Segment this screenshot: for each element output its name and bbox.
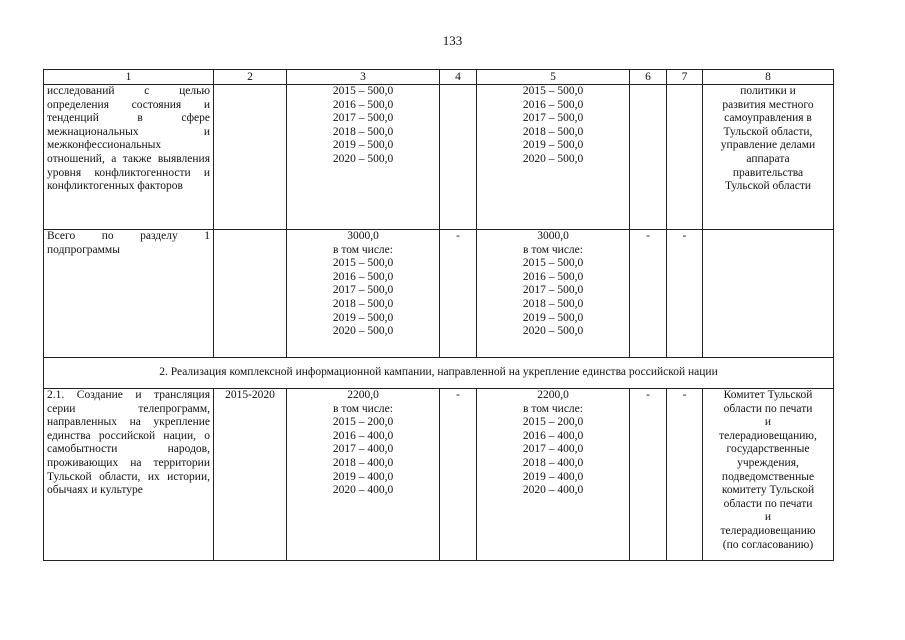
regional-budget-cell bbox=[477, 230, 630, 358]
funding-line: 2020 – 500,0 bbox=[522, 325, 584, 338]
funding-line: 2017 – 500,0 bbox=[522, 112, 584, 125]
executor-line: комитету Тульской bbox=[721, 484, 815, 497]
executor-line: государственные bbox=[726, 443, 810, 456]
period-cell bbox=[214, 230, 287, 358]
column-header: 3 bbox=[287, 70, 440, 85]
table-row bbox=[44, 389, 834, 561]
funding-line: 2018 – 500,0 bbox=[332, 125, 394, 138]
funding-line: 2018 – 400,0 bbox=[522, 456, 584, 469]
funding-line: 2016 – 500,0 bbox=[332, 98, 394, 111]
extra-budget-cell: - bbox=[667, 230, 703, 358]
activity-name-cell: Всего по разделу 1 подпрограммы bbox=[44, 230, 214, 358]
regional-budget-cell bbox=[477, 389, 630, 561]
column-header: 6 bbox=[630, 70, 667, 85]
funding-line: 2016 – 500,0 bbox=[522, 270, 584, 283]
column-header: 8 bbox=[703, 70, 834, 85]
executor-line: и bbox=[764, 511, 772, 524]
funding-line: 2020 – 500,0 bbox=[332, 325, 394, 338]
total-funding-cell bbox=[287, 389, 440, 561]
program-table bbox=[43, 69, 834, 561]
funding-line: 2015 – 500,0 bbox=[332, 85, 394, 97]
funding-line: в том числе: bbox=[523, 402, 583, 415]
funding-line: 2015 – 200,0 bbox=[332, 416, 394, 429]
executor-line: телерадиовещанию, bbox=[719, 429, 817, 442]
executor-line: самоуправления в bbox=[724, 112, 812, 125]
funding-line: 2020 – 400,0 bbox=[522, 484, 584, 497]
funding-line: 2018 – 500,0 bbox=[522, 297, 584, 310]
executor-line: Комитет Тульской bbox=[723, 389, 813, 401]
funding-line: в том числе: bbox=[333, 243, 393, 256]
executor-cell bbox=[703, 230, 834, 358]
table-row bbox=[44, 85, 834, 230]
funding-line: 2016 – 400,0 bbox=[332, 429, 394, 442]
executor-cell bbox=[703, 85, 834, 230]
executor-line: учреждения, bbox=[737, 456, 799, 469]
funding-line: 2019 – 400,0 bbox=[522, 470, 584, 483]
column-header: 5 bbox=[477, 70, 630, 85]
section-2-title: 2. Реализация комплексной информационной кампании, направленной на укрепление единства российской нации bbox=[44, 358, 834, 389]
column-header: 2 bbox=[214, 70, 287, 85]
page-number: 133 bbox=[442, 33, 463, 48]
funding-line: 2019 – 500,0 bbox=[522, 311, 584, 324]
executor-line: области по печати bbox=[723, 497, 813, 510]
activity-name-cell: исследований с целью определения состояния и тенденций в сфере межнациональных и межконфессиональных отношений, а также выявления уровня конфликтогенности и конфликтогенных факторов bbox=[44, 85, 214, 230]
executor-line: политики и bbox=[740, 85, 796, 97]
column-header: 1 bbox=[44, 70, 214, 85]
total-funding-cell bbox=[287, 85, 440, 230]
executor-line: Тульской области, bbox=[723, 125, 813, 138]
funding-line: 2017 – 400,0 bbox=[332, 443, 394, 456]
funding-line: 2017 – 500,0 bbox=[332, 112, 394, 125]
period-cell: 2015-2020 bbox=[214, 389, 287, 561]
funding-line: 2016 – 400,0 bbox=[522, 429, 584, 442]
funding-line: 2015 – 200,0 bbox=[522, 416, 584, 429]
local-budget-cell bbox=[630, 85, 667, 230]
funding-line: 2017 – 400,0 bbox=[522, 443, 584, 456]
column-number-row bbox=[44, 70, 834, 85]
funding-line: 2020 – 500,0 bbox=[522, 152, 584, 165]
executor-line: развития местного bbox=[722, 98, 814, 111]
funding-line: 2020 – 500,0 bbox=[332, 152, 394, 165]
period-cell bbox=[214, 85, 287, 230]
executor-line: подведомственные bbox=[721, 470, 815, 483]
funding-line: 2019 – 500,0 bbox=[332, 311, 394, 324]
funding-line: 2200,0 bbox=[347, 389, 379, 401]
funding-line: 2016 – 500,0 bbox=[522, 98, 584, 111]
extra-budget-cell: - bbox=[667, 389, 703, 561]
executor-line: области по печати bbox=[723, 402, 813, 415]
funding-line: 2200,0 bbox=[537, 389, 569, 401]
federal-budget-cell bbox=[440, 85, 477, 230]
executor-line: правительства bbox=[732, 166, 804, 179]
funding-line: 2018 – 500,0 bbox=[522, 125, 584, 138]
executor-line: аппарата bbox=[746, 152, 790, 165]
local-budget-cell: - bbox=[630, 389, 667, 561]
local-budget-cell: - bbox=[630, 230, 667, 358]
executor-line: (по согласованию) bbox=[722, 538, 814, 551]
funding-line: 2015 – 500,0 bbox=[522, 85, 584, 97]
funding-line: 2017 – 500,0 bbox=[522, 284, 584, 297]
regional-budget-cell bbox=[477, 85, 630, 230]
section-heading-row bbox=[44, 358, 834, 389]
federal-budget-cell: - bbox=[440, 389, 477, 561]
funding-line: 2015 – 500,0 bbox=[332, 257, 394, 270]
funding-line: 2016 – 500,0 bbox=[332, 270, 394, 283]
funding-line: в том числе: bbox=[523, 243, 583, 256]
executor-line: и bbox=[764, 416, 772, 429]
funding-line: 2019 – 500,0 bbox=[332, 139, 394, 152]
column-header: 7 bbox=[667, 70, 703, 85]
executor-line: Тульской области bbox=[724, 180, 811, 193]
funding-line: 2015 – 500,0 bbox=[522, 257, 584, 270]
federal-budget-cell: - bbox=[440, 230, 477, 358]
extra-budget-cell bbox=[667, 85, 703, 230]
funding-line: 2020 – 400,0 bbox=[332, 484, 394, 497]
funding-line: 3000,0 bbox=[537, 230, 569, 242]
funding-line: 2017 – 500,0 bbox=[332, 284, 394, 297]
total-funding-cell bbox=[287, 230, 440, 358]
funding-line: 2018 – 500,0 bbox=[332, 297, 394, 310]
funding-line: 2019 – 400,0 bbox=[332, 470, 394, 483]
executor-cell bbox=[703, 389, 834, 561]
funding-line: 3000,0 bbox=[347, 230, 379, 242]
executor-line: телерадиовещанию bbox=[720, 524, 816, 537]
funding-line: в том числе: bbox=[333, 402, 393, 415]
column-header: 4 bbox=[440, 70, 477, 85]
funding-line: 2018 – 400,0 bbox=[332, 456, 394, 469]
executor-line: управление делами bbox=[720, 139, 816, 152]
activity-name-cell: 2.1. Создание и трансляция серии телепрограмм, направленных на укрепление единства российской нации, о самобытности народов, проживающих на территории Тульской области, их истории, обычаях и культуре bbox=[44, 389, 214, 561]
funding-line: 2019 – 500,0 bbox=[522, 139, 584, 152]
table-row bbox=[44, 230, 834, 358]
